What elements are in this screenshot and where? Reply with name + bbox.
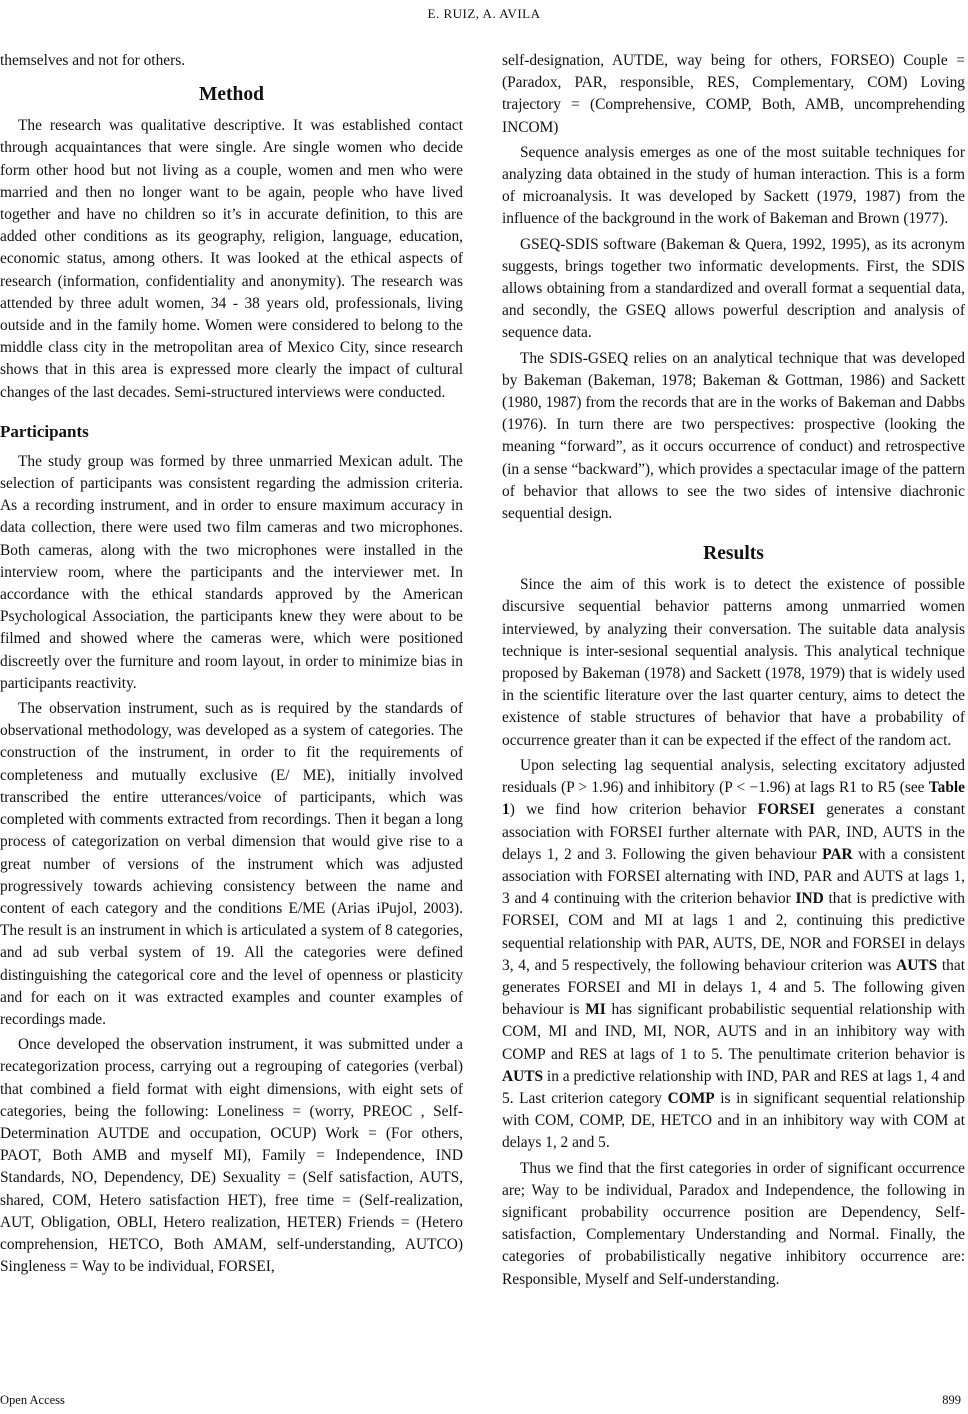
criterion-ind: IND bbox=[795, 890, 824, 908]
text-run: ) we find how criterion behavior bbox=[509, 801, 758, 819]
text-run: generates a constant association with FORSEI further alternate with PAR, IND, AUTS in the delays 1, 2 and 3. Following the given behaviour bbox=[502, 801, 965, 863]
continued-paragraph: self-designation, AUTDE, way being for others, FORSEO) Couple = (Paradox, PAR, responsible, RES, Complementary, COM) Loving trajectory = (Comprehensive, COMP, Both, AMB, uncomprehending INCOM) bbox=[502, 52, 965, 136]
text-run: with a consistent association with FORSEI alternating with IND, PAR and AUTS at lags 1, 3 and 4 continuing with the criterion behavior bbox=[502, 845, 965, 908]
sdis-paragraph: The SDIS-GSEQ relies on an analytical technique that was developed by Bakeman (Bakeman, 1978; Bakeman & Gottman, 1986) and Sackett (1980, 1987) from the records that are in the works of Bakeman and Dabbs (1976). In turn there are two perspectives: prospective (looking the meaning “forward”, as it occurs occurrence of conduct) and retrospective (in a sense “backward”), which provides a spectacular image of the pattern of behavior that allows to see the two sides of intensive diachronic sequential design. bbox=[502, 349, 965, 523]
criterion-auts-2: AUTS bbox=[502, 1067, 544, 1085]
participants-paragraph-1: The study group was formed by three unmarried Mexican adult. The selection of participants was consistent regarding the admission criteria. As a recording instrument, and in order to ensure maximum accuracy in data collection, there were used two film cameras and two microphones. Both cameras, along with the two microphones were installed in the interview room, where the participants and the interviewer met. In accordance with the ethical standards approved by the American Psychological Association, the participants knew they were about to be filmed and showed where the cameras were, which were positioned discreetly over the furniture and room layout, in order to minimize bias in participants reactivity. bbox=[0, 452, 463, 692]
footer-open-access: Open Access bbox=[0, 1393, 65, 1407]
left-column bbox=[0, 50, 463, 1278]
results-heading: Results bbox=[703, 543, 764, 565]
page-number: 899 bbox=[942, 1393, 961, 1407]
text-run: that is predictive with FORSEI, COM and MI at lags 1 and 2, continuing this predictive sequential relationship with PAR, AUTS, DE, NOR and FORSEI in delays 3, 4, and 5 respectively, the following behaviour criterion was bbox=[502, 890, 965, 974]
criterion-auts: AUTS bbox=[896, 956, 938, 974]
criterion-mi: MI bbox=[585, 1001, 606, 1019]
right-column bbox=[502, 50, 965, 1291]
participants-heading: Participants bbox=[0, 421, 89, 441]
method-heading: Method bbox=[199, 84, 264, 106]
results-paragraph-1: Since the aim of this work is to detect the existence of possible discursive sequential behavior patterns among unmarried women interviewed, by analyzing their conversation. The suitable data analysis technique is inter-sesional sequential analysis. This analytical technique proposed by Bakeman (1978) and Sackett (1978, 1979) that is widely used in the scientific literature over the last quarter century, aims to detect the existence of stable structures of behavior that have a probability of occurrence greater than it can be expected if the effect of the random act. bbox=[502, 576, 965, 749]
text-run: Upon selecting lag sequential analysis, selecting excitatory adjusted residuals (P > 1.96) and inhibitory (P < −1.96) at lags R1 to R5 (see bbox=[502, 756, 965, 797]
gseq-paragraph: GSEQ-SDIS software (Bakeman & Quera, 1992, 1995), as its acronym suggests, brings together two informatic developments. First, the SDIS allows obtaining from a standardized and overall format a sequential data, and secondly, the GSEQ allows powerful description and analysis of sequence data. bbox=[502, 235, 965, 342]
running-head: E. RUIZ, A. AVILA bbox=[427, 6, 541, 21]
participants-paragraph-3: Once developed the observation instrument, it was submitted under a recategorization process, carrying out a regrouping of categories (verbal) that combined a field format with eight dimensions, with eight sets of categories, being the following: Loneliness = (worry, PREOC , Self-Determination AUTDE and occupation, OCUP) Work = (For others, PAOT, Both AMB and myself MI), Family = Independence, IND Standards, NO, Dependency, DE) Sexuality = (Self satisfaction, AUTS, shared, COM, Hetero satisfaction HET), free time = (Self-realization, AUT, Obligation, OBLI, Hetero realization, HETER) Friends = (Hetero comprehension, HETCO, Both AMAM, self-understanding, AUTCO) Singleness = Way to be individual, FORSEI, bbox=[0, 1036, 463, 1276]
criterion-par: PAR bbox=[822, 845, 853, 863]
results-paragraph-2 bbox=[502, 755, 965, 1155]
method-paragraph: The research was qualitative descriptive. It was established contact through acquaintances that were single. Are single women who decide form other hood but not living as a couple, women and men who were married and then no longer want to be again, people who have lived together and have no children so it’s in accurate definition, to this are added other conditions as its geography, religion, language, education, economic status, among others. It was looked at the ethical aspects of research (information, confidentiality and anonymity). The research was attended by three adult women, 34 - 38 years old, professionals, living outside and in the family home. Women were considered to belong to the middle class city in the metropolitan area of Mexico City, since research shows that in this area is expressed more clearly the impact of cultural changes of the last decades. Semi-structured interviews were conducted. bbox=[0, 117, 463, 401]
results-paragraph-3: Thus we find that the first categories in order of significant occurrence are; Way to be individual, Paradox and Independence, the following in significant probability occurrence position are Dependency, Self-satisfaction, Complementary Understanding and Normal. Finally, the categories of probabilistically negative inhibitory occurrence are: Responsible, Myself and Self-understanding. bbox=[502, 1159, 965, 1288]
table-reference: Table 1 bbox=[502, 779, 965, 819]
intro-tail-paragraph: themselves and not for others. bbox=[0, 52, 186, 69]
text-run: that generates FORSEI and MI in delays 1, 4 and 5. The following given behaviour is bbox=[502, 956, 965, 1019]
text-run: in a predictive relationship with IND, PAR and RES at lags 1, 4 and 5. Last criterion category bbox=[502, 1067, 965, 1107]
criterion-comp: COMP bbox=[667, 1089, 715, 1107]
criterion-forsei: FORSEI bbox=[757, 801, 815, 819]
sequence-analysis-paragraph: Sequence analysis emerges as one of the most suitable techniques for analyzing data obtained in the study of human interaction. This is a form of microanalysis. It was developed by Sackett (1979, 1987) from the influence of the background in the work of Bakeman and Brown (1977). bbox=[502, 143, 965, 228]
text-run: is in significant sequential relationship with COM, COMP, DE, HETCO and in an inhibitory way with COM at delays 1, 2 and 5. bbox=[502, 1089, 965, 1152]
text-run: has significant probabilistic sequential relationship with COM, MI and IND, MI, NOR, AUTS and in an inhibitory way with COMP and RES at lags of 1 to 5. The penultimate criterion behavior is bbox=[502, 1001, 965, 1063]
participants-paragraph-2: The observation instrument, such as is required by the standards of observational methodology, was developed as a system of categories. The construction of the instrument, in order to fit the requirements of completeness and mutually exclusive (E/ ME), initially involved transcribed the entire utterances/voice of participants, which was completed with comments extracted from recordings. Then it began a long process of categorization on verbal dimension that would give rise to a great number of versions of the instrument which was adjusted progressively towards achieving consistency between the name and content of each category and the conditions E/ME (Arias iPujol, 2003). The result is an instrument in which is articulated a system of 8 categories, and ad sub verbal system of 19. All the categories were defined distinguishing the categorical core and the level of openness or plasticity and for each on it was extracted examples and counter examples of recordings made. bbox=[0, 700, 463, 1028]
